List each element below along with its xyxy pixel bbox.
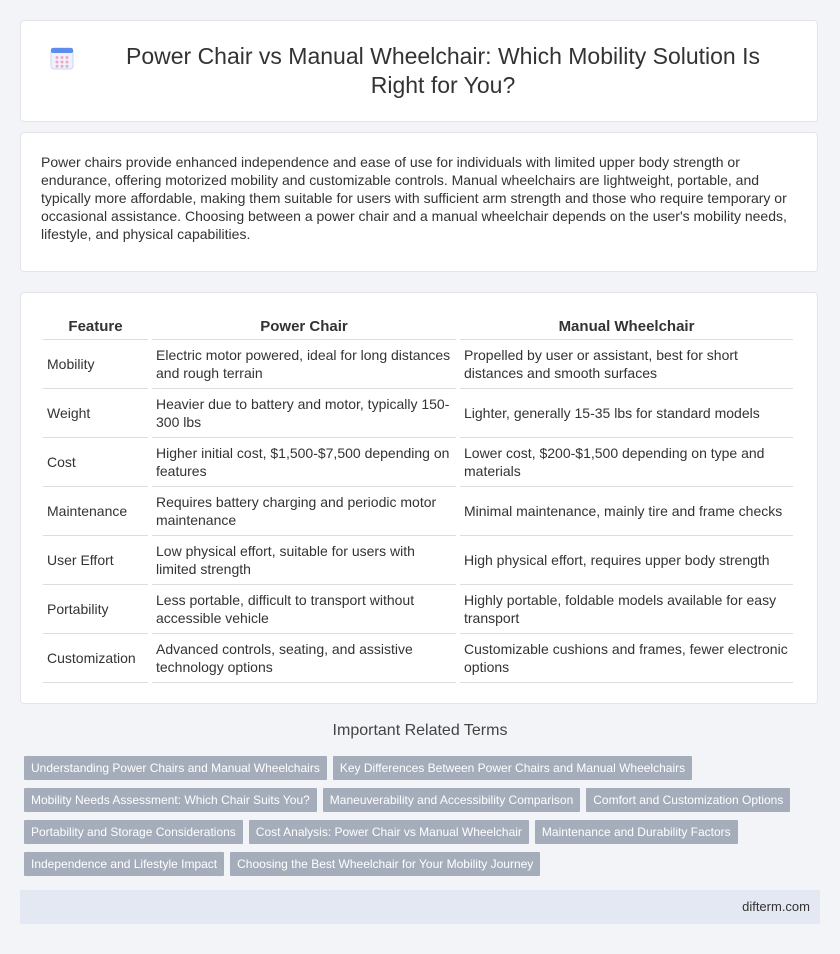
power-chair-cell: Advanced controls, seating, and assistive technology options bbox=[152, 634, 456, 683]
related-term-tag[interactable]: Mobility Needs Assessment: Which Chair Suits You? bbox=[24, 788, 317, 812]
table-row bbox=[43, 340, 793, 389]
feature-cell: Cost bbox=[43, 438, 148, 487]
feature-cell: Maintenance bbox=[43, 487, 148, 536]
related-terms-list bbox=[24, 756, 814, 884]
header-inner bbox=[49, 42, 789, 100]
power-chair-cell: Less portable, difficult to transport without accessible vehicle bbox=[152, 585, 456, 634]
table-row bbox=[43, 585, 793, 634]
power-chair-cell: Electric motor powered, ideal for long distances and rough terrain bbox=[152, 340, 456, 389]
comparison-table bbox=[39, 311, 797, 683]
manual-wheelchair-cell: High physical effort, requires upper body strength bbox=[460, 536, 793, 585]
column-header-manual-wheelchair: Manual Wheelchair bbox=[460, 311, 793, 340]
feature-cell: Customization bbox=[43, 634, 148, 683]
related-term-tag[interactable]: Comfort and Customization Options bbox=[586, 788, 790, 812]
table-row bbox=[43, 389, 793, 438]
related-term-tag[interactable]: Independence and Lifestyle Impact bbox=[24, 852, 224, 876]
manual-wheelchair-cell: Lower cost, $200-$1,500 depending on type and materials bbox=[460, 438, 793, 487]
related-term-tag[interactable]: Cost Analysis: Power Chair vs Manual Wheelchair bbox=[249, 820, 529, 844]
column-header-feature: Feature bbox=[43, 311, 148, 340]
table-header-row bbox=[43, 311, 793, 340]
power-chair-cell: Low physical effort, suitable for users with limited strength bbox=[152, 536, 456, 585]
related-term-tag[interactable]: Understanding Power Chairs and Manual Wheelchairs bbox=[24, 756, 327, 780]
related-term-tag[interactable]: Portability and Storage Considerations bbox=[24, 820, 243, 844]
page-title: Power Chair vs Manual Wheelchair: Which Mobility Solution Is Right for You? bbox=[125, 43, 761, 98]
related-term-tag[interactable]: Choosing the Best Wheelchair for Your Mobility Journey bbox=[230, 852, 540, 876]
comparison-table-card bbox=[20, 292, 818, 704]
power-chair-cell: Higher initial cost, $1,500-$7,500 depending on features bbox=[152, 438, 456, 487]
intro-card bbox=[20, 132, 818, 272]
footer-site-link[interactable]: difterm.com bbox=[742, 899, 810, 914]
power-chair-cell: Requires battery charging and periodic motor maintenance bbox=[152, 487, 456, 536]
feature-cell: User Effort bbox=[43, 536, 148, 585]
footer bbox=[20, 890, 820, 924]
table-row bbox=[43, 438, 793, 487]
feature-cell: Portability bbox=[43, 585, 148, 634]
table-row bbox=[43, 634, 793, 683]
table-row bbox=[43, 487, 793, 536]
feature-cell: Weight bbox=[43, 389, 148, 438]
table-row bbox=[43, 536, 793, 585]
header-card bbox=[20, 20, 818, 122]
power-chair-cell: Heavier due to battery and motor, typically 150-300 lbs bbox=[152, 389, 456, 438]
manual-wheelchair-cell: Lighter, generally 15-35 lbs for standard models bbox=[460, 389, 793, 438]
manual-wheelchair-cell: Propelled by user or assistant, best for short distances and smooth surfaces bbox=[460, 340, 793, 389]
related-term-tag[interactable]: Maneuverability and Accessibility Comparison bbox=[323, 788, 580, 812]
calendar-grid-icon bbox=[49, 45, 75, 71]
intro-text: Power chairs provide enhanced independence and ease of use for individuals with limited upper body strength or endurance, offering motorized mobility and customizable controls. Manual wheelchairs are lightweight, portable, and typically more affordable, making them suitable for users with sufficient arm strength and those who require temporary or occasional assistance. Choosing between a power chair and a manual wheelchair depends on the user's mobility needs, lifestyle, and physical capabilities. bbox=[41, 154, 787, 242]
manual-wheelchair-cell: Highly portable, foldable models available for easy transport bbox=[460, 585, 793, 634]
feature-cell: Mobility bbox=[43, 340, 148, 389]
related-term-tag[interactable]: Maintenance and Durability Factors bbox=[535, 820, 738, 844]
column-header-power-chair: Power Chair bbox=[152, 311, 456, 340]
manual-wheelchair-cell: Minimal maintenance, mainly tire and frame checks bbox=[460, 487, 793, 536]
related-term-tag[interactable]: Key Differences Between Power Chairs and Manual Wheelchairs bbox=[333, 756, 692, 780]
manual-wheelchair-cell: Customizable cushions and frames, fewer electronic options bbox=[460, 634, 793, 683]
related-terms-title: Important Related Terms bbox=[332, 722, 508, 739]
